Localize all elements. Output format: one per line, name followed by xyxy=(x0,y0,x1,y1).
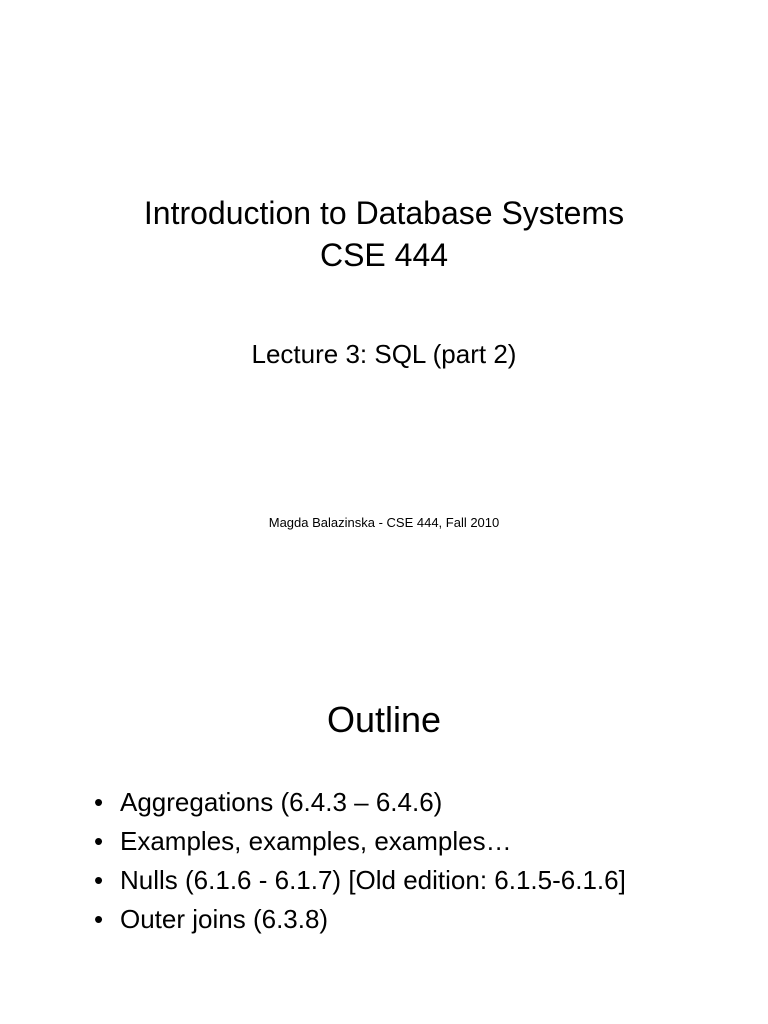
slide-footer: Magda Balazinska - CSE 444, Fall 2010 xyxy=(268,515,500,530)
bullet-icon: • xyxy=(94,865,104,895)
lecture-subtitle: Lecture 3: SQL (part 2) xyxy=(251,339,517,369)
bullet-text: Nulls (6.1.6 - 6.1.7) [Old edition: 6.1.5-6.1.6] xyxy=(120,865,626,895)
bullet-text: Outer joins (6.3.8) xyxy=(120,904,329,934)
list-item xyxy=(94,900,626,939)
bullet-icon: • xyxy=(94,787,104,817)
slide-title-line-2: CSE 444 xyxy=(319,237,449,273)
slide-title-line-1: Introduction to Database Systems xyxy=(143,195,625,231)
outline-slide xyxy=(0,540,768,1024)
bullet-text: Aggregations (6.4.3 – 6.4.6) xyxy=(120,787,443,817)
bullet-icon: • xyxy=(94,904,104,934)
bullet-icon: • xyxy=(94,826,104,856)
list-item xyxy=(94,861,626,900)
outline-list xyxy=(94,783,626,939)
bullet-text: Examples, examples, examples… xyxy=(120,826,512,856)
list-item xyxy=(94,822,626,861)
list-item xyxy=(94,783,626,822)
outline-title: Outline xyxy=(326,699,442,740)
